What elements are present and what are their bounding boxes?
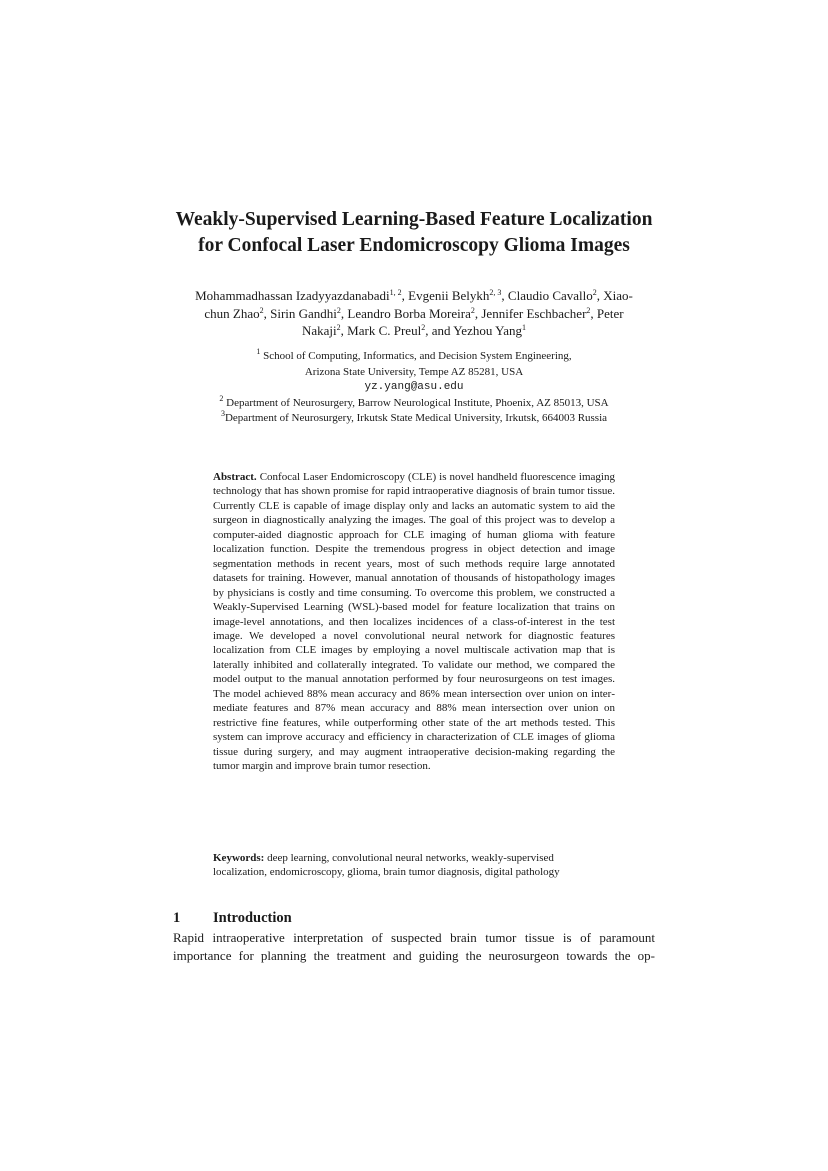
abstract-label: Abstract. [213,471,257,483]
author-name: , Jennifer Eschbacher [474,305,587,321]
author-name: , Leandro Borba Moreira [340,305,471,321]
affiliation-1-line-2: Arizona State University, Tempe AZ 85281, USA [304,365,524,378]
author-affil-mark: 1 [521,323,526,332]
author-affil-mark: 1, 2 [389,288,402,297]
author-affil-mark: 2 [259,305,264,315]
author-line-1 [150,287,678,305]
affiliation-3 [150,411,678,427]
keywords [213,851,623,880]
title-line-2: for Confocal Laser Endomicroscopy Glioma Images [198,235,630,256]
affil-text: School of Computing, Informatics, and Decision System Engineering, [260,350,572,362]
author-name: , Sirin Gandhi [263,305,337,321]
author-name: Nakaji [302,323,337,338]
affiliation-2 [150,393,678,412]
author-line-2 [150,305,678,323]
body-line-1: Rapid intraoperative interpretation of suspected brain tumor tissue is of paramount [173,930,655,945]
author-affil-mark: 2 [586,305,591,315]
body-text [173,929,655,964]
affiliations [150,349,678,427]
section-number: 1 [173,910,181,926]
body-line-2: importance for planning the treatment and guiding the neurosurgeon towards the op- [173,947,655,963]
author-name: Mohammadhassan Izadyyazdanabadi [195,288,390,303]
affiliation-1-line-1 [150,349,678,365]
author-affil-mark: 2 [421,323,426,332]
author-name: chun Zhao [204,305,260,321]
author-name: , Peter [590,305,624,321]
author-name: , Claudio Cavallo [501,288,593,303]
keywords-line-2: localization, endomicroscopy, glioma, brain tumor diagnosis, digital pathology [213,866,560,879]
author-name: , Mark C. Preul [340,323,422,338]
keywords-text: deep learning, convolutional neural networks, weakly-supervised [264,852,554,864]
affil-mark: 1 [256,347,261,356]
keywords-label: Keywords: [213,852,265,864]
affil-text: Department of Neurosurgery, Irkutsk State Medical University, Irkutsk, 664003 Russia [224,412,608,425]
affil-mark: 3 [220,409,225,419]
author-list [150,287,678,340]
author-name: , Evgenii Belykh [401,288,490,303]
abstract [213,470,615,774]
author-affil-mark: 2, 3 [489,288,502,297]
contact-email[interactable]: yz.yang@asu.edu [364,381,464,394]
author-affil-mark: 2 [336,305,341,315]
title-line-1: Weakly-Supervised Learning-Based Feature Localization [175,209,653,230]
affil-mark: 2 [219,393,224,403]
abstract-text: Confocal Laser Endomicroscopy (CLE) is novel handheld fluorescence imaging technology that has shown promise for rapid intraoperative diagnosis of brain tumor tissue. Currently CLE is capable of image display only and lacks an automatic system to aid the surgeon in diagnostically analyzing the images. The goal of this project was to develop a computer-aided diagnostic approach for CLE imaging of human glioma with feature localization function. Despite the tremendous progress in object detection and image segmentation methods in recent years, most of such methods require large annotated datasets for training. However, manual annotation of thousands of histopathology images by physicians is costly and time consuming. To overcome this problem, we constructed a Weakly-Supervised Learning (WSL)-based model for feature localization that trains on image-level annotations, and then localizes incidences of a class-of-interest in the test image. We developed a novel convolutional neural network for diagnostic features localization from CLE images by employing a novel multiscale activation map that is laterally inhibited and collaterally integrated. To validate our method, we compared the model output to the manual annotation performed by four neurosurgeons on test images. The model achieved 88% mean accuracy and 86% mean intersection over union on intermediate features and 87% mean accuracy and 88% mean intersection over union on restrictive fine features, while outperforming other state of the art methods tested. This system can improve accuracy and efficiency in characterization of CLE images of glioma tissue during surgery, and may augment intraoperative decision-making regarding the tumor margin and improve brain tumor resection. [213,471,615,773]
paper-title [120,207,708,259]
author-line-3 [150,322,678,340]
keywords-line-1 [213,851,623,865]
author-name: , Xiao- [596,288,633,303]
author-affil-mark: 2 [336,323,341,332]
affil-text: Department of Neurosurgery, Barrow Neurological Institute, Phoenix, AZ 85013, USA [223,396,609,409]
author-affil-mark: 2 [592,288,597,297]
author-name: , and Yezhou Yang [425,323,522,338]
author-affil-mark: 2 [470,305,475,315]
section-title: Introduction [213,910,292,926]
section-heading [173,909,292,927]
